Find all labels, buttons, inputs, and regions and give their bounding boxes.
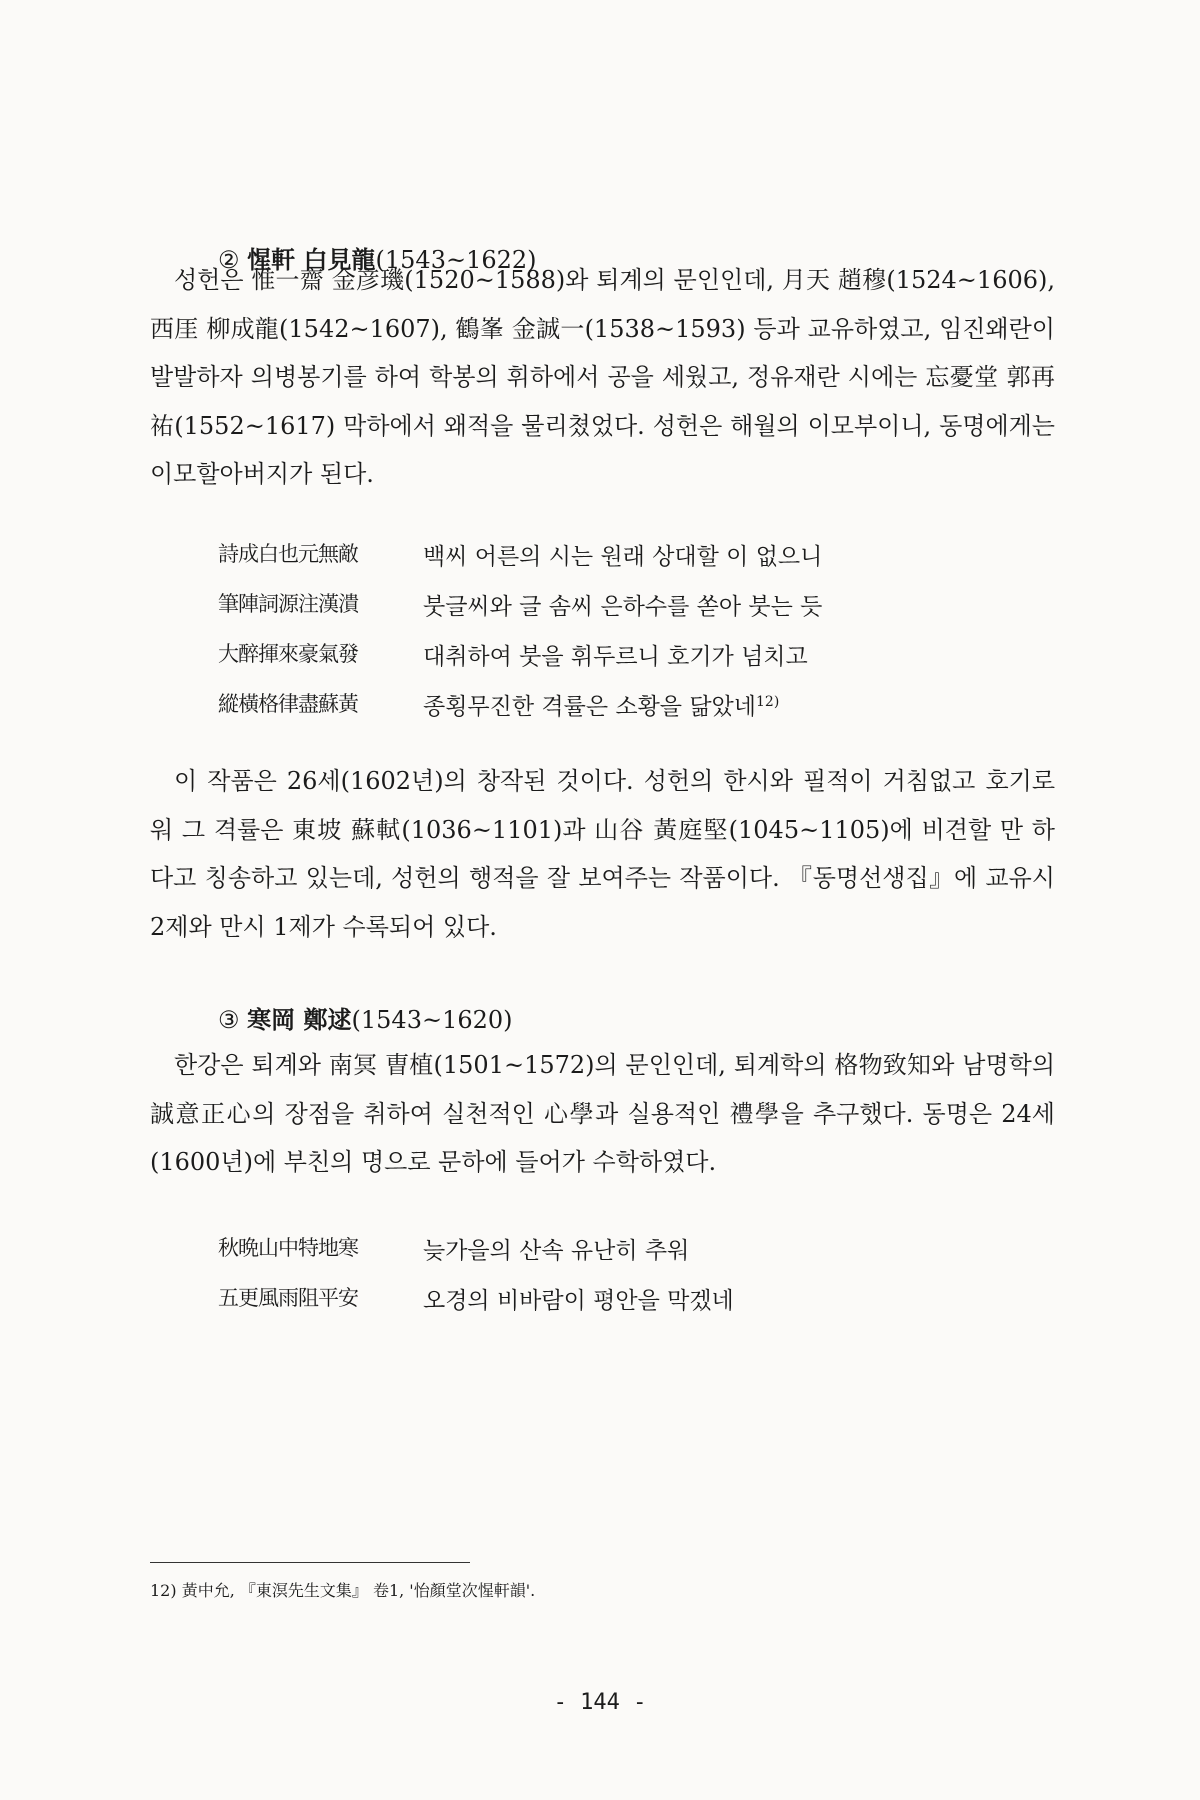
poem-line — [218, 1232, 734, 1282]
poem-line — [218, 1282, 734, 1332]
poem-2 — [218, 1232, 734, 1332]
page-number: - 144 - — [553, 1690, 647, 1715]
heading-years: (1543~1620) — [351, 1006, 513, 1034]
poem-line-korean: 대취하여 붓을 휘두르니 호기가 넘치고 — [423, 644, 808, 670]
paragraph-2: 이 작품은 26세(1602년)의 창작된 것이다. 성헌의 한시와 필적이 거침없고 호기로워 그 격률은 東坡 蘇軾(1036~1101)과 山谷 黃庭堅(1045~1105)에 비견할 만 하다고 칭송하고 있는데, 성헌의 행적을 잘 보여주는 작품이다. 『동명선생집』에 교유시 2제와 만시 1제가 수록되어 있다. — [150, 767, 1055, 941]
heading-number: ③ — [218, 1006, 240, 1034]
poem-line-korean — [423, 688, 779, 721]
paragraph-3: 한강은 퇴계와 南冥 曺植(1501~1572)의 문인인데, 퇴계학의 格物致知와 남명학의 誠意正心의 장점을 취하여 실천적인 心學과 실용적인 禮學을 추구했다. 동명은 24세(1600년)에 부친의 명으로 문하에 들어가 수학하였다. — [150, 1051, 1055, 1176]
poem-line-hanja: 詩成白也元無敵 — [218, 542, 358, 566]
poem-line-korean: 붓글씨와 글 솜씨 은하수를 쏟아 붓는 듯 — [423, 594, 823, 620]
poem-line-korean-text: 종횡무진한 격률은 소황을 닮았네 — [423, 694, 756, 720]
poem-line-hanja: 縱橫格律盡蘇黃 — [218, 692, 358, 716]
poem-line-hanja: 大醉揮來豪氣發 — [218, 642, 358, 666]
poem-line-hanja: 五更風雨阻平安 — [218, 1286, 358, 1310]
poem-line — [218, 538, 822, 588]
heading-number: ② — [218, 246, 240, 274]
poem-line-hanja: 秋晩山中特地寒 — [218, 1236, 358, 1260]
poem-line — [218, 688, 822, 738]
poem-line — [218, 588, 822, 638]
poem-line-korean: 늦가을의 산속 유난히 추워 — [423, 1238, 690, 1264]
heading-years: (1543~1622) — [375, 246, 537, 274]
poem-line-korean: 백씨 어른의 시는 원래 상대할 이 없으니 — [423, 544, 823, 570]
poem-1 — [218, 538, 822, 738]
poem-line — [218, 638, 822, 688]
footnote-divider — [150, 1562, 470, 1563]
poem-line-korean: 오경의 비바람이 평안을 막겠네 — [423, 1288, 734, 1314]
footnote-marker: 12) — [756, 694, 780, 710]
poem-line-hanja: 筆陣詞源注漢潰 — [218, 592, 358, 616]
section-heading-3 — [218, 1000, 513, 1035]
paragraph-1: 성헌은 惟一齋 金彦璣(1520~1588)와 퇴계의 문인인데, 月天 趙穆(1524~1606), 西厓 柳成龍(1542~1607), 鶴峯 金誠一(1538~1593) 등과 교유하였고, 임진왜란이 발발하자 의병봉기를 하여 학봉의 휘하에서 공을 세웠고, 정유재란 시에는 忘憂堂 郭再祐(1552~1617) 막하에서 왜적을 물리쳤었다. 성헌은 해월의 이모부이니, 동명에게는 이모할아버지가 된다. — [150, 266, 1055, 488]
heading-title: 惺軒 白見龍 — [247, 245, 376, 274]
footnote: 12) 黃中允, 『東溟先生文集』 卷1, '怡顏堂次惺軒韻'. — [150, 1581, 536, 1600]
heading-title: 寒岡 鄭逑 — [247, 1005, 352, 1034]
